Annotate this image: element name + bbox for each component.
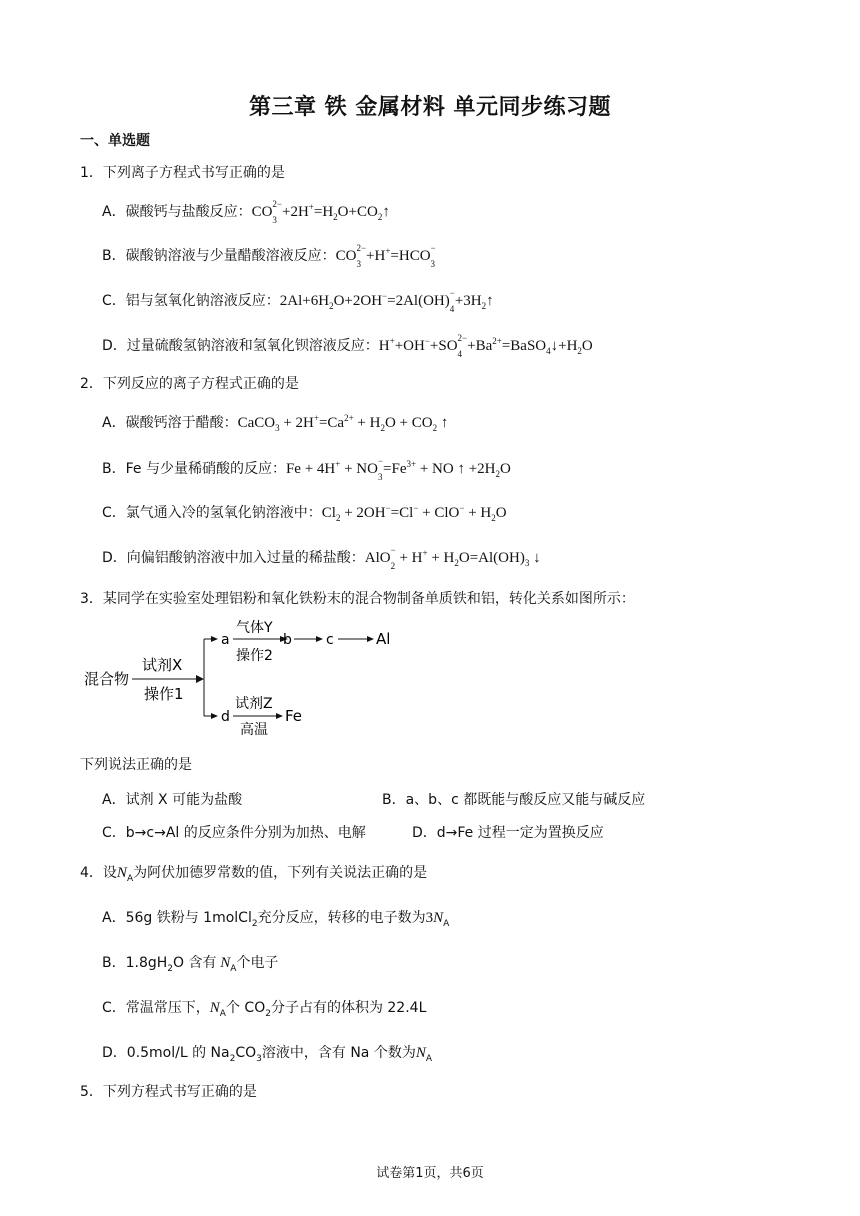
diagram-mixture: 混合物: [84, 670, 130, 688]
diagram-high-temp: 高温: [240, 722, 268, 738]
question-3-prompt: 下列说法正确的是: [80, 757, 192, 773]
question-4-option-c: C．常温常压下，$N_A$个 $CO_2$分子占有的体积为 22.4L: [102, 1000, 427, 1019]
diagram-op1: 操作1: [144, 685, 184, 703]
page-title: 第三章 铁 金属材料 单元同步练习题: [249, 95, 611, 120]
question-4-option-b: B．$1.8gH_2O$ 含有 $N_A$个电子: [102, 955, 279, 974]
page-footer: 试卷第1页，共6页: [376, 1166, 484, 1181]
question-4-stem: 4．设$N_A$为阿伏加德罗常数的值，下列有关说法正确的是: [80, 865, 428, 884]
question-1-option-b: B．碳酸钠溶液与少量醋酸溶液反应：$CO^{2-}$ $_3$ +H+=HCO− $_3$: [102, 243, 436, 269]
section-heading: 一、单选题: [80, 133, 150, 149]
question-1-option-d: D．过量硫酸氢钠溶液和氢氧化钡溶液反应：$H^++OH^-+SO^{2-}$ $_4 +Ba^{2+}=BaSO_4↓+H_2O$: [102, 333, 593, 359]
option-label: C．铝与氢氧化钠溶液反应：: [102, 292, 280, 309]
option-label: D．过量硫酸氢钠溶液和氢氧化钡溶液反应：: [102, 337, 379, 354]
diagram-d: d: [221, 709, 230, 725]
question-2-option-b: B．Fe 与少量稀硝酸的反应：Fe + 4H+ + NO− $_3=Fe^{3+}$ + NO ↑ $+2H_2O$: [102, 456, 511, 482]
option-label: A．碳酸钙与盐酸反应：: [102, 203, 252, 220]
flow-diagram: [80, 612, 420, 742]
question-5-stem: 5．下列方程式书写正确的是: [80, 1084, 257, 1100]
diagram-reagent-x: 试剂X: [142, 656, 183, 674]
question-1-option-c: C．铝与氢氧化钠溶液反应：$2Al+6H_2O+2OH^-=2Al(OH)^-$ $_4+3H_2↑$: [102, 288, 494, 314]
question-1-stem: 1．下列离子方程式书写正确的是: [80, 165, 285, 181]
diagram-op2: 操作2: [236, 648, 273, 664]
option-label: D．向偏铝酸钠溶液中加入过量的稀盐酸：: [102, 549, 365, 566]
question-1-option-a: A．碳酸钙与盐酸反应：$CO^{2-}$ $_3 +2H^+=H_2O+CO_2↑$: [102, 199, 390, 225]
question-2-stem: 2．下列反应的离子方程式正确的是: [80, 376, 299, 392]
diagram-al: Al: [376, 630, 391, 648]
diagram-reagent-z: 试剂Z: [235, 696, 273, 712]
arrow-head: [196, 675, 204, 683]
question-3-stem: 3．某同学在实验室处理铝粉和氧化铁粉末的混合物制备单质铁和铝，转化关系如图所示：: [80, 591, 635, 607]
question-4-option-d: D．0.5mol/L 的 $Na_2CO_3$溶液中，含有 Na 个数为$N_A$: [102, 1045, 433, 1064]
option-label: A．碳酸钙溶于醋酸：: [102, 415, 238, 431]
question-3-option-d: D．d→Fe 过程一定为置换反应: [412, 825, 604, 841]
option-label: B．Fe 与少量稀硝酸的反应：: [102, 460, 286, 477]
question-2-option-c: C．氯气通入冷的氢氧化钠溶液中：$Cl_2 + 2OH^-=Cl^- + ClO^- + H_2O$: [102, 503, 507, 523]
option-label: B．碳酸钠溶液与少量醋酸溶液反应：: [102, 247, 336, 264]
option-label: C．氯气通入冷的氢氧化钠溶液中：: [102, 505, 322, 521]
question-4-option-a: A．56g 铁粉与 1molCl$_2$充分反应，转移的电子数为$3N_A$: [102, 910, 450, 929]
question-3-option-b: B．a、b、c 都既能与酸反应又能与碱反应: [382, 792, 646, 808]
question-2-option-a: A．碳酸钙溶于醋酸：CaCO$_3$ + $2H^+=Ca^{2+} + H_2O + CO_2$ ↑: [102, 413, 449, 433]
diagram-c: c: [326, 632, 334, 648]
diagram-a: a: [221, 632, 230, 648]
question-3-option-c: C．b→c→Al 的反应条件分别为加热、电解: [102, 825, 366, 841]
diagram-fe: Fe: [285, 707, 303, 725]
diagram-gas-y: 气体Y: [236, 620, 273, 636]
diagram-b: b: [283, 632, 292, 648]
question-2-option-d: D．向偏铝酸钠溶液中加入过量的稀盐酸：AlO− $_2 + H^+ + H_2O=Al(OH)_3$ ↓: [102, 545, 541, 571]
question-3-option-a: A．试剂 X 可能为盐酸: [102, 792, 243, 808]
